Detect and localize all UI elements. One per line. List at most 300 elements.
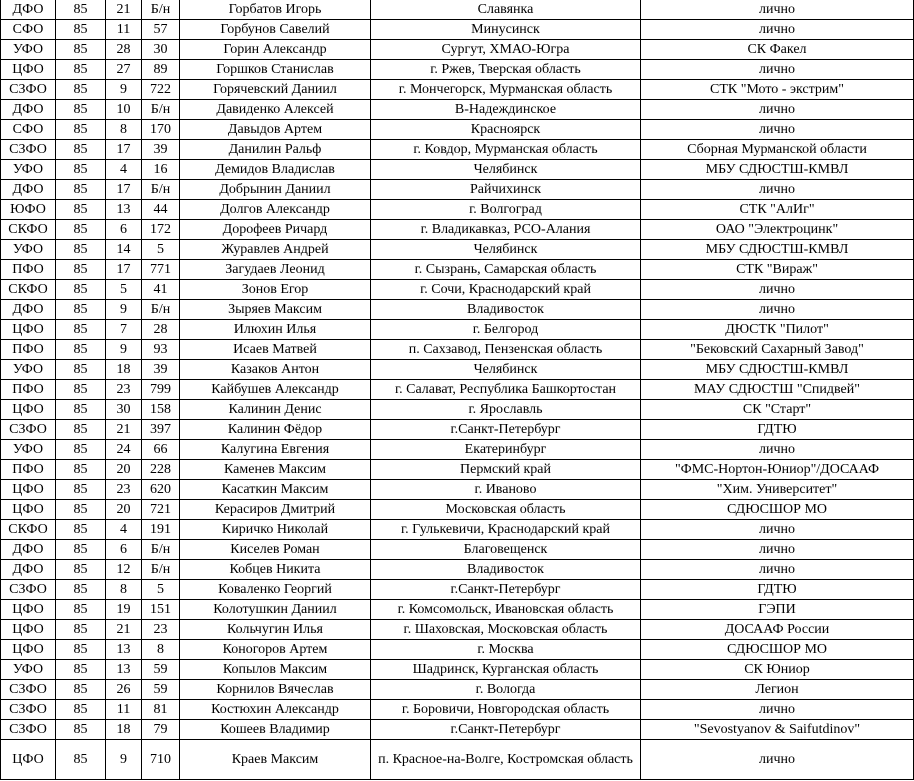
class-cell: 85 <box>56 40 106 60</box>
district-cell: СКФО <box>1 520 56 540</box>
rider-name-cell: Копылов Максим <box>180 660 371 680</box>
bib-number-cell: 151 <box>142 600 180 620</box>
rider-name-cell: Зыряев Максим <box>180 300 371 320</box>
class-cell: 85 <box>56 440 106 460</box>
team-cell: лично <box>641 120 914 140</box>
bib-number-cell: Б/н <box>142 100 180 120</box>
age-cell: 21 <box>106 0 142 20</box>
age-cell: 30 <box>106 400 142 420</box>
district-cell: ДФО <box>1 100 56 120</box>
location-cell: г. Белгород <box>371 320 641 340</box>
district-cell: СЗФО <box>1 80 56 100</box>
rider-name-cell: Давыдов Артем <box>180 120 371 140</box>
age-cell: 10 <box>106 100 142 120</box>
district-cell: СЗФО <box>1 420 56 440</box>
age-cell: 28 <box>106 40 142 60</box>
table-row <box>1 420 914 440</box>
age-cell: 11 <box>106 700 142 720</box>
table-row <box>1 280 914 300</box>
age-cell: 20 <box>106 500 142 520</box>
district-cell: СЗФО <box>1 140 56 160</box>
age-cell: 26 <box>106 680 142 700</box>
rider-name-cell: Горбунов Савелий <box>180 20 371 40</box>
district-cell: ПФО <box>1 260 56 280</box>
table-row <box>1 740 914 780</box>
table-row <box>1 60 914 80</box>
location-cell: г. Мончегорск, Мурманская область <box>371 80 641 100</box>
table-row <box>1 200 914 220</box>
age-cell: 23 <box>106 380 142 400</box>
bib-number-cell: 41 <box>142 280 180 300</box>
rider-name-cell: Калугина Евгения <box>180 440 371 460</box>
age-cell: 20 <box>106 460 142 480</box>
age-cell: 18 <box>106 360 142 380</box>
location-cell: Славянка <box>371 0 641 20</box>
location-cell: г. Гулькевичи, Краснодарский край <box>371 520 641 540</box>
location-cell: г. Иваново <box>371 480 641 500</box>
class-cell: 85 <box>56 340 106 360</box>
age-cell: 12 <box>106 560 142 580</box>
location-cell: г. Вологда <box>371 680 641 700</box>
class-cell: 85 <box>56 240 106 260</box>
table-row <box>1 400 914 420</box>
class-cell: 85 <box>56 620 106 640</box>
table-row <box>1 540 914 560</box>
bib-number-cell: 8 <box>142 640 180 660</box>
age-cell: 11 <box>106 20 142 40</box>
bib-number-cell: Б/н <box>142 560 180 580</box>
district-cell: ДФО <box>1 560 56 580</box>
age-cell: 13 <box>106 200 142 220</box>
table-row <box>1 80 914 100</box>
age-cell: 5 <box>106 280 142 300</box>
table-row <box>1 320 914 340</box>
rider-name-cell: Киричко Николай <box>180 520 371 540</box>
rider-name-cell: Казаков Антон <box>180 360 371 380</box>
district-cell: ДФО <box>1 0 56 20</box>
age-cell: 6 <box>106 220 142 240</box>
table-row <box>1 700 914 720</box>
location-cell: г. Салават, Республика Башкортостан <box>371 380 641 400</box>
bib-number-cell: 66 <box>142 440 180 460</box>
district-cell: УФО <box>1 360 56 380</box>
rider-name-cell: Каменев Максим <box>180 460 371 480</box>
district-cell: УФО <box>1 240 56 260</box>
bib-number-cell: 799 <box>142 380 180 400</box>
team-cell: СК "Старт" <box>641 400 914 420</box>
class-cell: 85 <box>56 320 106 340</box>
age-cell: 13 <box>106 640 142 660</box>
team-cell: СТК "Мото - экстрим" <box>641 80 914 100</box>
bib-number-cell: 57 <box>142 20 180 40</box>
table-row <box>1 0 914 20</box>
table-row <box>1 340 914 360</box>
age-cell: 21 <box>106 620 142 640</box>
team-cell: МБУ СДЮСТШ-КМВЛ <box>641 160 914 180</box>
age-cell: 8 <box>106 580 142 600</box>
team-cell: ДЮСТК "Пилот" <box>641 320 914 340</box>
team-cell: СТК "Вираж" <box>641 260 914 280</box>
age-cell: 17 <box>106 140 142 160</box>
bib-number-cell: 771 <box>142 260 180 280</box>
rider-name-cell: Керасиров Дмитрий <box>180 500 371 520</box>
table-row <box>1 720 914 740</box>
district-cell: СЗФО <box>1 580 56 600</box>
class-cell: 85 <box>56 140 106 160</box>
class-cell: 85 <box>56 520 106 540</box>
location-cell: Челябинск <box>371 160 641 180</box>
team-cell: МБУ СДЮСТШ-КМВЛ <box>641 360 914 380</box>
team-cell: лично <box>641 180 914 200</box>
district-cell: ЦФО <box>1 620 56 640</box>
bib-number-cell: 23 <box>142 620 180 640</box>
class-cell: 85 <box>56 660 106 680</box>
class-cell: 85 <box>56 540 106 560</box>
team-cell: СК Юниор <box>641 660 914 680</box>
age-cell: 4 <box>106 520 142 540</box>
bib-number-cell: 721 <box>142 500 180 520</box>
bib-number-cell: 59 <box>142 660 180 680</box>
location-cell: Челябинск <box>371 240 641 260</box>
team-cell: СДЮСШОР МО <box>641 500 914 520</box>
district-cell: СФО <box>1 20 56 40</box>
class-cell: 85 <box>56 180 106 200</box>
class-cell: 85 <box>56 400 106 420</box>
team-cell: ДОСААФ России <box>641 620 914 640</box>
team-cell: лично <box>641 700 914 720</box>
district-cell: СКФО <box>1 220 56 240</box>
team-cell: лично <box>641 20 914 40</box>
district-cell: СКФО <box>1 280 56 300</box>
location-cell: г. Ковдор, Мурманская область <box>371 140 641 160</box>
age-cell: 8 <box>106 120 142 140</box>
table-row <box>1 120 914 140</box>
district-cell: ДФО <box>1 180 56 200</box>
team-cell: СК Факел <box>641 40 914 60</box>
team-cell: "ФМС-Нортон-Юниор"/ДОСААФ <box>641 460 914 480</box>
bib-number-cell: 81 <box>142 700 180 720</box>
district-cell: ПФО <box>1 340 56 360</box>
location-cell: Шадринск, Курганская область <box>371 660 641 680</box>
location-cell: Райчихинск <box>371 180 641 200</box>
district-cell: УФО <box>1 440 56 460</box>
rider-name-cell: Горин Александр <box>180 40 371 60</box>
class-cell: 85 <box>56 720 106 740</box>
team-cell: МАУ СДЮСТШ "Спидвей" <box>641 380 914 400</box>
bib-number-cell: 39 <box>142 360 180 380</box>
class-cell: 85 <box>56 580 106 600</box>
table-row <box>1 360 914 380</box>
table-row <box>1 460 914 480</box>
location-cell: г.Санкт-Петербург <box>371 580 641 600</box>
team-cell: лично <box>641 520 914 540</box>
location-cell: п. Красное-на-Волге, Костромская область <box>371 740 641 780</box>
rider-name-cell: Коваленко Георгий <box>180 580 371 600</box>
team-cell: СТК "АлИг" <box>641 200 914 220</box>
team-cell: "Бековский Сахарный Завод" <box>641 340 914 360</box>
bib-number-cell: 28 <box>142 320 180 340</box>
location-cell: г. Москва <box>371 640 641 660</box>
location-cell: Екатеринбург <box>371 440 641 460</box>
class-cell: 85 <box>56 80 106 100</box>
rider-name-cell: Демидов Владислав <box>180 160 371 180</box>
table-row <box>1 660 914 680</box>
district-cell: ПФО <box>1 460 56 480</box>
team-cell: лично <box>641 300 914 320</box>
location-cell: Красноярск <box>371 120 641 140</box>
age-cell: 17 <box>106 260 142 280</box>
location-cell: г.Санкт-Петербург <box>371 420 641 440</box>
team-cell: лично <box>641 100 914 120</box>
bib-number-cell: 158 <box>142 400 180 420</box>
bib-number-cell: 30 <box>142 40 180 60</box>
bib-number-cell: Б/н <box>142 180 180 200</box>
bib-number-cell: 59 <box>142 680 180 700</box>
location-cell: Сургут, ХМАО-Югра <box>371 40 641 60</box>
district-cell: ЮФО <box>1 200 56 220</box>
team-cell: лично <box>641 280 914 300</box>
district-cell: ЦФО <box>1 640 56 660</box>
bib-number-cell: Б/н <box>142 0 180 20</box>
class-cell: 85 <box>56 120 106 140</box>
class-cell: 85 <box>56 700 106 720</box>
table-row <box>1 300 914 320</box>
team-cell: ГЭПИ <box>641 600 914 620</box>
table-row <box>1 380 914 400</box>
rider-name-cell: Касаткин Максим <box>180 480 371 500</box>
table-row <box>1 180 914 200</box>
age-cell: 17 <box>106 180 142 200</box>
class-cell: 85 <box>56 380 106 400</box>
class-cell: 85 <box>56 640 106 660</box>
location-cell: г. Сочи, Краснодарский край <box>371 280 641 300</box>
class-cell: 85 <box>56 200 106 220</box>
table-row <box>1 140 914 160</box>
table-row <box>1 220 914 240</box>
bib-number-cell: 5 <box>142 240 180 260</box>
team-cell: СДЮСШОР МО <box>641 640 914 660</box>
rider-name-cell: Давиденко Алексей <box>180 100 371 120</box>
district-cell: ЦФО <box>1 600 56 620</box>
table-row <box>1 40 914 60</box>
class-cell: 85 <box>56 500 106 520</box>
location-cell: г. Ярославль <box>371 400 641 420</box>
district-cell: ПФО <box>1 380 56 400</box>
district-cell: УФО <box>1 160 56 180</box>
class-cell: 85 <box>56 220 106 240</box>
class-cell: 85 <box>56 260 106 280</box>
location-cell: Владивосток <box>371 300 641 320</box>
team-cell: ОАО "Электроцинк" <box>641 220 914 240</box>
location-cell: г. Шаховская, Московская область <box>371 620 641 640</box>
location-cell: г. Ржев, Тверская область <box>371 60 641 80</box>
table-row <box>1 620 914 640</box>
table-row <box>1 580 914 600</box>
class-cell: 85 <box>56 480 106 500</box>
age-cell: 27 <box>106 60 142 80</box>
district-cell: СЗФО <box>1 700 56 720</box>
rider-name-cell: Данилин Ральф <box>180 140 371 160</box>
location-cell: г.Санкт-Петербург <box>371 720 641 740</box>
bib-number-cell: 228 <box>142 460 180 480</box>
location-cell: Владивосток <box>371 560 641 580</box>
table-body <box>1 0 914 780</box>
class-cell: 85 <box>56 560 106 580</box>
district-cell: УФО <box>1 660 56 680</box>
bib-number-cell: 93 <box>142 340 180 360</box>
class-cell: 85 <box>56 460 106 480</box>
bib-number-cell: Б/н <box>142 300 180 320</box>
team-cell: Сборная Мурманской области <box>641 140 914 160</box>
age-cell: 13 <box>106 660 142 680</box>
rider-name-cell: Журавлев Андрей <box>180 240 371 260</box>
class-cell: 85 <box>56 100 106 120</box>
location-cell: Пермский край <box>371 460 641 480</box>
bib-number-cell: Б/н <box>142 540 180 560</box>
rider-name-cell: Горшков Станислав <box>180 60 371 80</box>
rider-name-cell: Киселев Роман <box>180 540 371 560</box>
table-row <box>1 160 914 180</box>
class-cell: 85 <box>56 420 106 440</box>
class-cell: 85 <box>56 360 106 380</box>
rider-name-cell: Кольчугин Илья <box>180 620 371 640</box>
district-cell: ЦФО <box>1 400 56 420</box>
district-cell: СФО <box>1 120 56 140</box>
team-cell: Легион <box>641 680 914 700</box>
rider-name-cell: Дорофеев Ричард <box>180 220 371 240</box>
bib-number-cell: 44 <box>142 200 180 220</box>
class-cell: 85 <box>56 680 106 700</box>
table-row <box>1 500 914 520</box>
class-cell: 85 <box>56 0 106 20</box>
bib-number-cell: 620 <box>142 480 180 500</box>
age-cell: 24 <box>106 440 142 460</box>
district-cell: ЦФО <box>1 320 56 340</box>
class-cell: 85 <box>56 740 106 780</box>
rider-name-cell: Долгов Александр <box>180 200 371 220</box>
class-cell: 85 <box>56 300 106 320</box>
table-row <box>1 100 914 120</box>
team-cell: лично <box>641 560 914 580</box>
district-cell: ЦФО <box>1 500 56 520</box>
class-cell: 85 <box>56 60 106 80</box>
bib-number-cell: 191 <box>142 520 180 540</box>
team-cell: ГДТЮ <box>641 580 914 600</box>
location-cell: В-Надеждинское <box>371 100 641 120</box>
age-cell: 7 <box>106 320 142 340</box>
class-cell: 85 <box>56 160 106 180</box>
age-cell: 4 <box>106 160 142 180</box>
district-cell: ЦФО <box>1 60 56 80</box>
team-cell: лично <box>641 740 914 780</box>
class-cell: 85 <box>56 600 106 620</box>
team-cell: "Sevostyanov & Saifutdinov" <box>641 720 914 740</box>
rider-name-cell: Корнилов Вячеслав <box>180 680 371 700</box>
age-cell: 9 <box>106 80 142 100</box>
district-cell: СЗФО <box>1 680 56 700</box>
rider-name-cell: Калинин Фёдор <box>180 420 371 440</box>
table-row <box>1 560 914 580</box>
table-row <box>1 240 914 260</box>
team-cell: лично <box>641 60 914 80</box>
age-cell: 9 <box>106 740 142 780</box>
rider-name-cell: Кайбушев Александр <box>180 380 371 400</box>
district-cell: ДФО <box>1 300 56 320</box>
location-cell: г. Владикавказ, РСО-Алания <box>371 220 641 240</box>
table-row <box>1 260 914 280</box>
location-cell: Минусинск <box>371 20 641 40</box>
location-cell: Челябинск <box>371 360 641 380</box>
bib-number-cell: 5 <box>142 580 180 600</box>
table-row <box>1 520 914 540</box>
table-row <box>1 20 914 40</box>
bib-number-cell: 170 <box>142 120 180 140</box>
age-cell: 14 <box>106 240 142 260</box>
rider-name-cell: Кобцев Никита <box>180 560 371 580</box>
table-row <box>1 440 914 460</box>
team-cell: лично <box>641 540 914 560</box>
rider-name-cell: Исаев Матвей <box>180 340 371 360</box>
location-cell: Благовещенск <box>371 540 641 560</box>
team-cell: ГДТЮ <box>641 420 914 440</box>
table-row <box>1 640 914 660</box>
district-cell: ДФО <box>1 540 56 560</box>
age-cell: 23 <box>106 480 142 500</box>
team-cell: лично <box>641 440 914 460</box>
district-cell: СЗФО <box>1 720 56 740</box>
location-cell: г. Боровичи, Новгородская область <box>371 700 641 720</box>
rider-name-cell: Илюхин Илья <box>180 320 371 340</box>
age-cell: 9 <box>106 340 142 360</box>
location-cell: г. Волгоград <box>371 200 641 220</box>
class-cell: 85 <box>56 280 106 300</box>
bib-number-cell: 39 <box>142 140 180 160</box>
team-cell: лично <box>641 0 914 20</box>
rider-name-cell: Добрынин Даниил <box>180 180 371 200</box>
age-cell: 19 <box>106 600 142 620</box>
bib-number-cell: 710 <box>142 740 180 780</box>
rider-name-cell: Кошеев Владимир <box>180 720 371 740</box>
rider-name-cell: Горячевский Даниил <box>180 80 371 100</box>
location-cell: п. Сахзавод, Пензенская область <box>371 340 641 360</box>
bib-number-cell: 722 <box>142 80 180 100</box>
rider-name-cell: Загудаев Леонид <box>180 260 371 280</box>
rider-name-cell: Краев Максим <box>180 740 371 780</box>
bib-number-cell: 397 <box>142 420 180 440</box>
table-row <box>1 680 914 700</box>
bib-number-cell: 89 <box>142 60 180 80</box>
location-cell: Московская область <box>371 500 641 520</box>
rider-name-cell: Костюхин Александр <box>180 700 371 720</box>
bib-number-cell: 16 <box>142 160 180 180</box>
team-cell: "Хим. Университет" <box>641 480 914 500</box>
age-cell: 18 <box>106 720 142 740</box>
table-row <box>1 600 914 620</box>
team-cell: МБУ СДЮСТШ-КМВЛ <box>641 240 914 260</box>
district-cell: ЦФО <box>1 740 56 780</box>
district-cell: УФО <box>1 40 56 60</box>
location-cell: г. Комсомольск, Ивановская область <box>371 600 641 620</box>
bib-number-cell: 79 <box>142 720 180 740</box>
age-cell: 6 <box>106 540 142 560</box>
rider-name-cell: Калинин Денис <box>180 400 371 420</box>
rider-name-cell: Коногоров Артем <box>180 640 371 660</box>
table-row <box>1 480 914 500</box>
age-cell: 21 <box>106 420 142 440</box>
rider-name-cell: Колотушкин Даниил <box>180 600 371 620</box>
district-cell: ЦФО <box>1 480 56 500</box>
age-cell: 9 <box>106 300 142 320</box>
